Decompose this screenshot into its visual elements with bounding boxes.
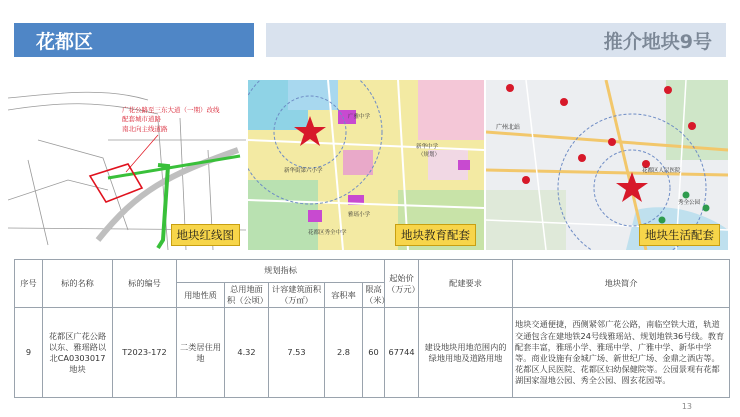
annotation-line: 广花公路至三东大道（一期）改线 [122, 106, 220, 114]
page-number: 13 [681, 402, 692, 411]
header-indicators: 规划指标 [177, 260, 385, 283]
annotation-line: 南北向主线道路 [122, 124, 168, 133]
redline-caption: 地块红线图 [171, 224, 241, 246]
header-intro: 地块简介 [513, 260, 730, 308]
header-floor-area: 计容建筑面积（万㎡） [269, 283, 325, 308]
cell-name: 花都区广花公路以东、雅瑶路以北CA0303017 地块 [43, 308, 113, 398]
header-name: 标的名称 [43, 260, 113, 308]
table-row [15, 308, 730, 398]
cell-price: 67744 [385, 308, 419, 398]
header-area: 总用地面积（公顷） [225, 283, 269, 308]
edu-label: （规划） [418, 152, 441, 158]
cell-intro: 地块交通便捷，西侧紧邻广花公路，南临空铁大道，轨道交通包含在建地铁24号线雅瑶站、规划地铁36号线。教育配套丰富，雅瑶小学、雅瑶中学、广雅中学、新华中学等。商业设施有金城广场、新世纪广场、金鼎之酒店等。花都区人民医院、花都区妇幼保健院等。公园景观有花都湖国家湿地公园、秀全公园、圆玄花园等。 [513, 308, 730, 398]
district-title: 花都区 [36, 31, 94, 53]
cell-requirement: 建设地块用地范围内的绿地用地及道路用地 [419, 308, 513, 398]
header-requirement: 配建要求 [419, 260, 513, 308]
life-map-panel [486, 80, 728, 250]
cell-area: 4.32 [225, 308, 269, 398]
cell-floor-area: 7.53 [269, 308, 325, 398]
header-price: 起始价（万元） [385, 260, 419, 308]
edu-label: 新华中学 [416, 144, 439, 150]
plot-title: 推介地块9号 [603, 31, 712, 53]
cell-code: T2023-172 [113, 308, 177, 398]
district-banner [14, 23, 254, 57]
life-caption: 地块生活配套 [639, 224, 720, 246]
header-seq: 序号 [15, 260, 43, 308]
edu-label: 新华街第六小学 [284, 168, 323, 174]
header-code: 标的编号 [113, 260, 177, 308]
cell-far: 2.8 [325, 308, 363, 398]
edu-label: 雅瑶小学 [348, 212, 371, 218]
life-label: 广州北站 [496, 124, 521, 131]
annotation-line: 配套城市道路 [122, 115, 161, 124]
header-far: 容积率 [325, 283, 363, 308]
education-caption: 地块教育配套 [395, 224, 476, 246]
life-label: 花都区人民医院 [642, 168, 681, 174]
header-height: 限高（米） [363, 283, 385, 308]
plot-info-table [14, 259, 730, 398]
redline-map-panel [8, 80, 246, 250]
header-landuse: 用地性质 [177, 283, 225, 308]
cell-seq: 9 [15, 308, 43, 398]
edu-label: 广雅中学 [348, 114, 371, 120]
education-map-panel [248, 80, 484, 250]
plot-banner [266, 23, 726, 57]
redline-annotation [122, 106, 220, 134]
cell-height: 60 [363, 308, 385, 398]
cell-landuse: 二类居住用地 [177, 308, 225, 398]
edu-label: 花都区秀全中学 [308, 230, 347, 236]
life-label: 秀全公园 [678, 200, 701, 206]
